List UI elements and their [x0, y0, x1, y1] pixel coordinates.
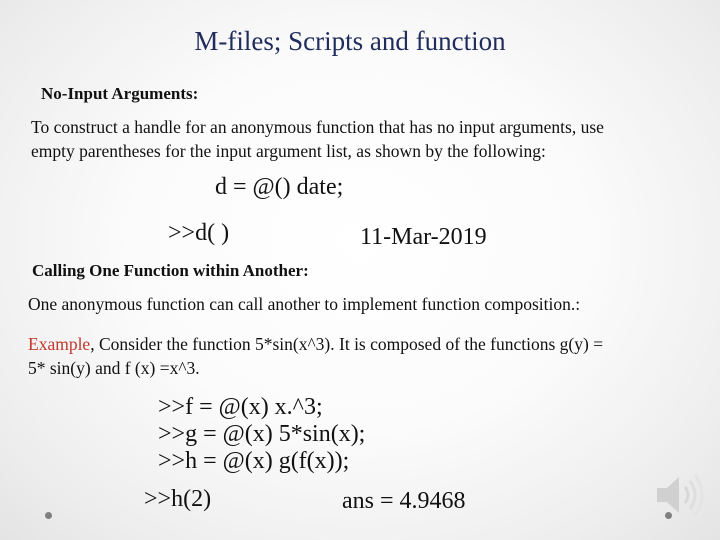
paragraph-line: empty parentheses for the input argument list, as shown by the following: — [31, 141, 546, 161]
code-result-date: 11-Mar-2019 — [360, 224, 487, 250]
code-line: >>f = @(x) x.^3; — [158, 394, 323, 420]
example-label: Example — [28, 334, 91, 354]
code-call-d: >>d( ) — [168, 220, 230, 246]
section-heading-no-input: No-Input Arguments: — [41, 84, 199, 103]
paragraph-composition: One anonymous function can call another to implement function composition.: — [28, 294, 581, 314]
code-result-ans: ans = 4.9468 — [342, 488, 466, 514]
example-line — [28, 332, 603, 356]
code-call-h: >>h(2) — [144, 486, 212, 512]
code-line-date-handle: d = @() date; — [215, 174, 344, 200]
slide-title: M-files; Scripts and function — [194, 26, 506, 56]
example-text: , Consider the function 5*sin(x^3). It is composed of the functions g(y) = — [90, 334, 604, 354]
example-line: 5* sin(y) and f (x) =x^3. — [28, 358, 200, 378]
bullet-dot — [45, 512, 52, 519]
speaker-icon[interactable] — [654, 470, 710, 520]
paragraph-line: To construct a handle for an anonymous function that has no input arguments, use — [31, 117, 604, 137]
code-line: >>g = @(x) 5*sin(x); — [158, 421, 366, 447]
section-heading-calling: Calling One Function within Another: — [32, 261, 309, 280]
code-line: >>h = @(x) g(f(x)); — [158, 448, 350, 474]
